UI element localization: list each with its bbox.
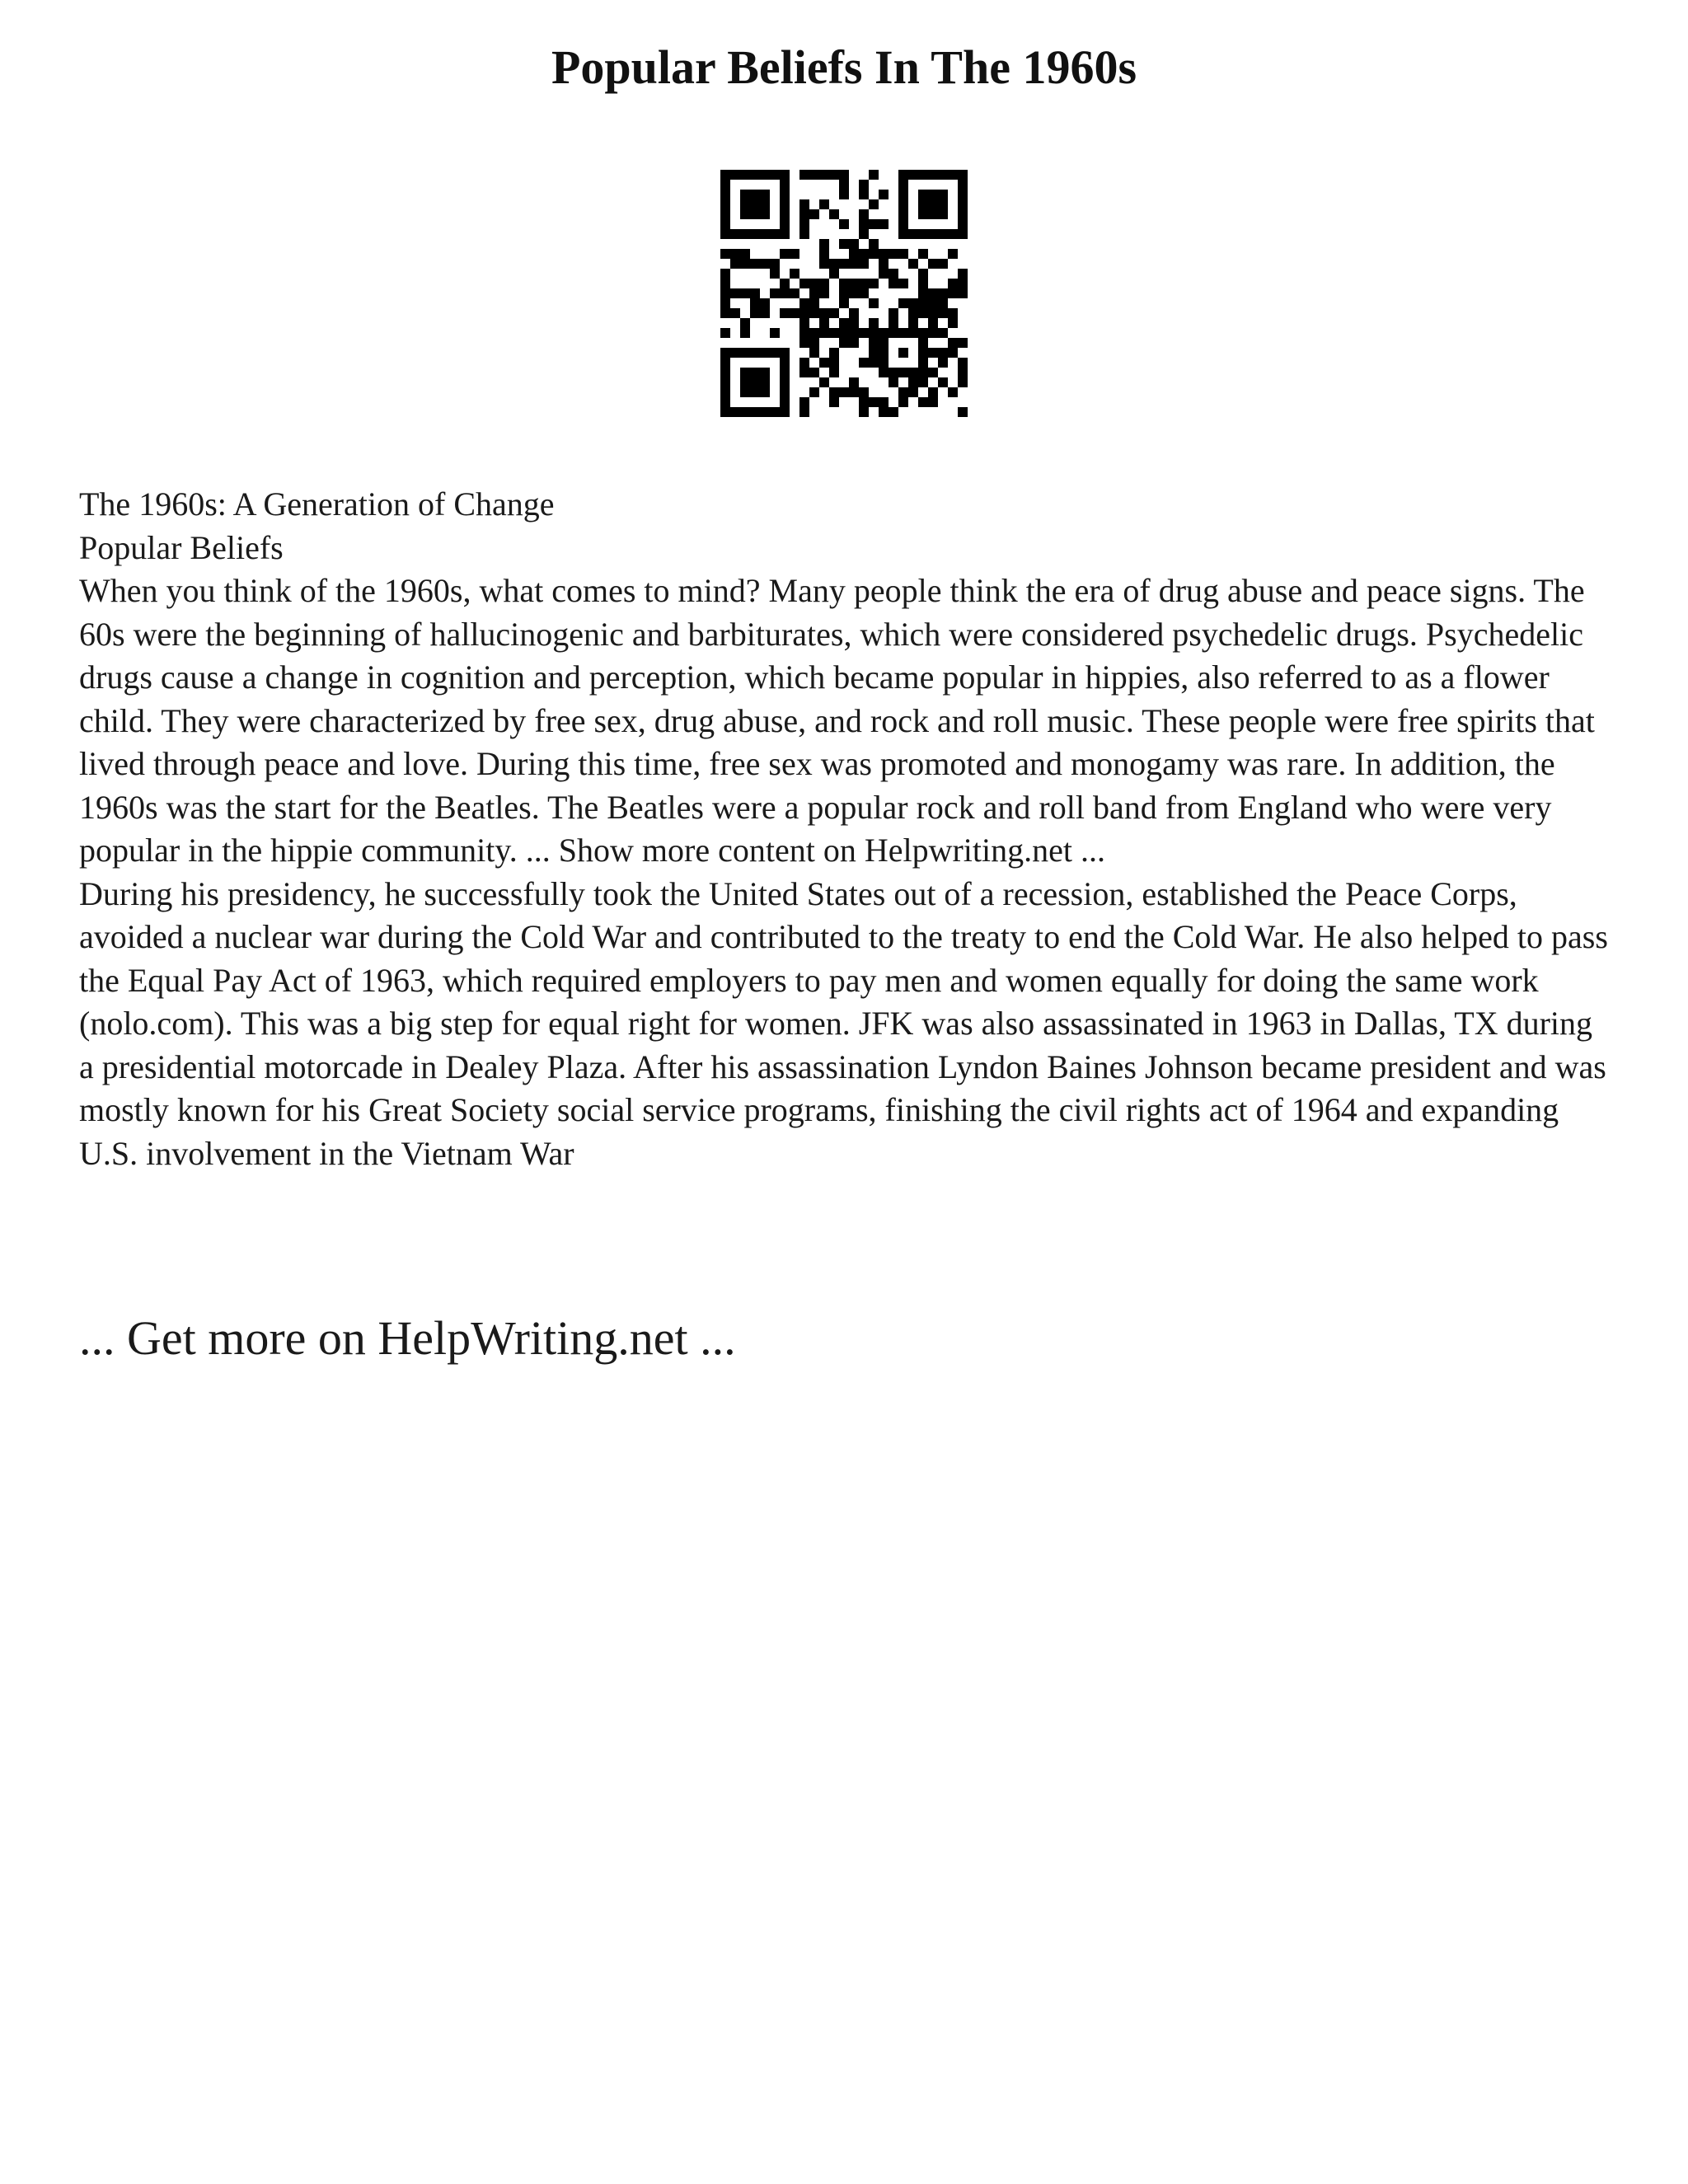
heading-line: The 1960s: A Generation of Change	[79, 485, 555, 523]
qr-code[interactable]	[720, 170, 968, 417]
article-body	[79, 483, 1612, 1175]
subheading-line: Popular Beliefs	[79, 528, 284, 566]
page-title: Popular Beliefs In The 1960s	[551, 40, 1137, 94]
paragraph-2: During his presidency, he successfully took the United States out of a recession, established the Peace Corps, avoided a nuclear war during the Cold War and contributed to the treaty to end the Cold War. He also helped to pass the Equal Pay Act of 1963, which required employers to pay men and women equally for doing the same work (nolo.com). This was a big step for equal right for women. JFK was also assassinated in 1963 in Dallas, TX during a presidential motorcade in Dealey Plaza. After his assassination Lyndon Baines Johnson became president and was mostly known for his Great Society social service programs, finishing the civil rights act of 1964 and expanding U.S. involvement in the Vietnam War	[79, 874, 1608, 1172]
qr-code-graphic	[720, 170, 968, 417]
get-more-link[interactable]: ... Get more on HelpWriting.net ...	[79, 1311, 736, 1365]
paragraph-1: When you think of the 1960s, what comes to mind? Many people think the era of drug abuse and peace signs. The 60s were the beginning of hallucinogenic and barbiturates, which were considered psychedelic drugs. Psychedelic drugs cause a change in cognition and perception, which became popular in hippies, also referred to as a flower child. They were characterized by free sex, drug abuse, and rock and roll music. These people were free spirits that lived through peace and love. During this time, free sex was promoted and monogamy was rare. In addition, the 1960s was the start for the Beatles. The Beatles were a popular rock and roll band from England who were very popular in the hippie community. ... Show more content on Helpwriting.net ...	[79, 572, 1595, 869]
